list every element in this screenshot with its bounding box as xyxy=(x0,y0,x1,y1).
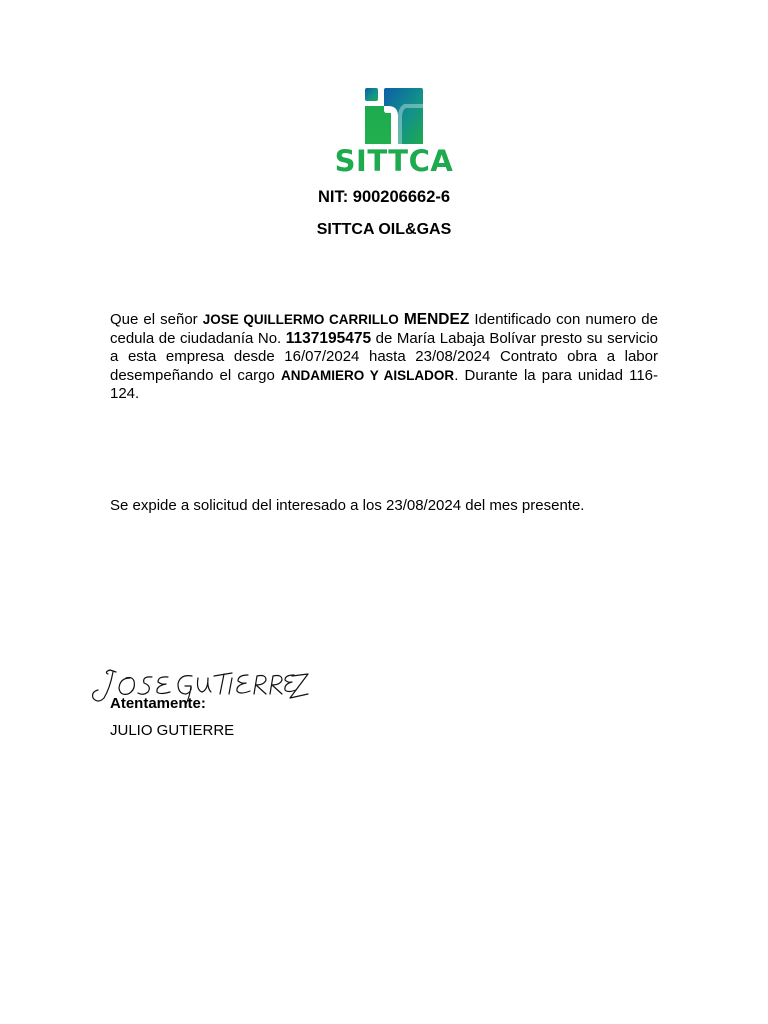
certificate-body xyxy=(110,311,658,404)
nit-number: NIT: 900206662-6 xyxy=(317,188,451,206)
company-name: SITTCA OIL&GAS xyxy=(316,221,452,238)
body-text-1: Identificado con numero de cedula de ciudadanía No. xyxy=(110,311,658,347)
company-logo xyxy=(332,86,456,180)
body-text-3: . Durante la para unidad 116-124. xyxy=(110,366,658,402)
id-number: 1137195475 xyxy=(285,329,372,347)
intro-text: Que el señor xyxy=(110,311,203,328)
signer-name: JULIO GUTIERRE xyxy=(110,722,235,739)
employee-last-name: MENDEZ xyxy=(403,311,470,328)
body-text-2: de María Labaja Bolívar presto su servicio a esta empresa desde 16/07/2024 hasta 23/08/2024 Contrato obra a labor desempeñando el cargo xyxy=(110,329,658,384)
closing-salutation: Atentamente: xyxy=(110,695,206,712)
logo-wordmark: SITTCA xyxy=(334,144,454,178)
signature-label: JOSE GUTIERREZ xyxy=(86,664,95,665)
job-position: ANDAMIERO Y AISLADOR xyxy=(281,367,455,383)
issue-statement: Se expide a solicitud del interesado a los 23/08/2024 del mes presente. xyxy=(110,497,585,514)
employee-name: JOSE QUILLERMO CARRILLO xyxy=(202,312,399,327)
sittca-logo-mark-icon xyxy=(364,86,424,146)
